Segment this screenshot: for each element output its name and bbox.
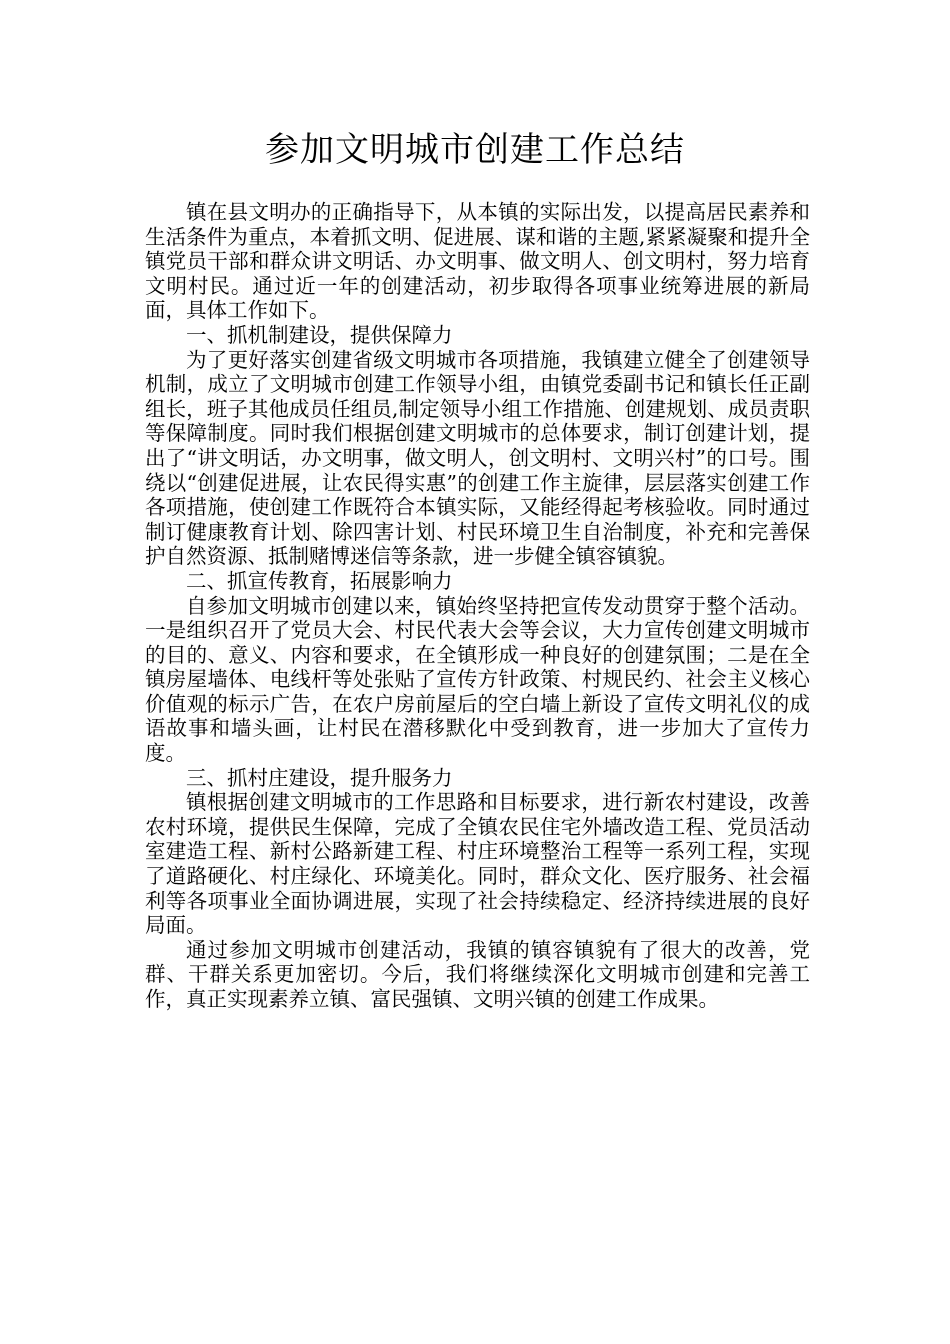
intro-paragraph: 镇在县文明办的正确指导下，从本镇的实际出发，以提高居民素养和生活条件为重点，本着抓文明、促进展、谋和谐的主题,紧紧凝聚和提升全镇党员干部和群众讲文明话、办文明事、做文明人、创文明村，努力培育文明村民。通过近一年的创建活动，初步取得各项事业统筹进展的新局面，具体工作如下。: [145, 200, 810, 323]
section-heading-3: 三、抓村庄建设，提升服务力: [186, 765, 453, 790]
section-paragraph-1: 为了更好落实创建省级文明城市各项措施，我镇建立健全了创建领导机制，成立了文明城市创建工作领导小组，由镇党委副书记和镇长任正副组长，班子其他成员任组员,制定领导小组工作措施、创建规划、成员责职等保障制度。同时我们根据创建文明城市的总体要求，制订创建计划，提出了“讲文明话，办文明事，做文明人，创文明村、文明兴村”的口号。围绕以“创建促进展，让农民得实惠”的创建工作主旋律，层层落实创建工作各项措施，使创建工作既符合本镇实际，又能经得起考核验收。同时通过制订健康教育计划、除四害计划、村民环境卫生自治制度，补充和完善保护自然资源、抵制赌博迷信等条款，进一步健全镇容镇貌。: [145, 347, 810, 569]
section-paragraph-3: 镇根据创建文明城市的工作思路和目标要求，进行新农村建设，改善农村环境，提供民生保障，完成了全镇农民住宅外墙改造工程、党员活动室建造工程、新村公路新建工程、村庄环境整治工程等一系列工程，实现了道路硬化、村庄绿化、环境美化。同时，群众文化、医疗服务、社会福利等各项事业全面协调进展，实现了社会持续稳定、经济持续进展的良好局面。: [145, 790, 810, 938]
document-body: [145, 200, 810, 1012]
document-title: 参加文明城市创建工作总结: [265, 130, 685, 170]
section-paragraph-2: 自参加文明城市创建以来，镇始终坚持把宣传发动贯穿于整个活动。一是组织召开了党员大会、村民代表大会等会议，大力宣传创建文明城市的目的、意义、内容和要求，在全镇形成一种良好的创建氛围；二是在全镇房屋墙体、电线杆等处张贴了宣传方针政策、村规民约、社会主义核心价值观的标示广告，在农户房前屋后的空白墙上新设了宣传文明礼仪的成语故事和墙头画，让村民在潜移默化中受到教育，进一步加大了宣传力度。: [145, 593, 810, 766]
conclusion-paragraph: 通过参加文明城市创建活动，我镇的镇容镇貌有了很大的改善，党群、干群关系更加密切。今后，我们将继续深化文明城市创建和完善工作，真正实现素养立镇、富民强镇、文明兴镇的创建工作成果。: [145, 937, 810, 1011]
section-heading-1: 一、抓机制建设，提供保障力: [186, 322, 453, 347]
section-heading-2: 二、抓宣传教育，拓展影响力: [186, 568, 453, 593]
